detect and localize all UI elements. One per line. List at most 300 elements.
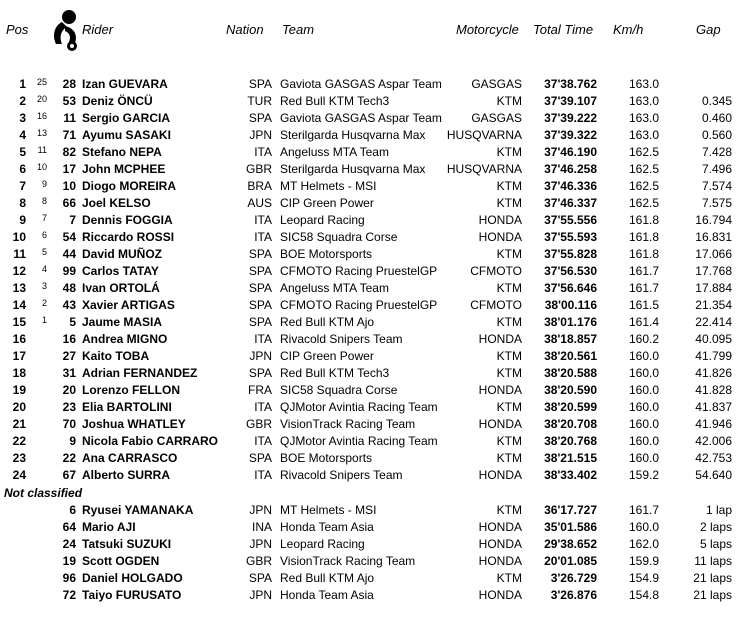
table-header <box>0 0 745 62</box>
points: 7 <box>41 213 47 223</box>
points: 9 <box>41 179 47 189</box>
bike-number: 54 <box>62 230 76 244</box>
position: 9 <box>19 213 26 227</box>
rider-name: Izan GUEVARA <box>82 77 168 91</box>
bike-number: 70 <box>62 417 76 431</box>
team-name: BOE Motorsports <box>280 451 373 465</box>
nation: JPN <box>249 588 272 602</box>
position: 11 <box>13 247 26 261</box>
total-time: 37'39.322 <box>544 128 597 142</box>
table-row <box>0 110 745 127</box>
bike-number: 5 <box>69 315 76 329</box>
team-name: Red Bull KTM Ajo <box>280 315 375 329</box>
speed-kmh: 163.0 <box>628 94 659 108</box>
bike-number: 67 <box>62 468 76 482</box>
header-rider: Rider <box>82 22 114 37</box>
motorcycle: KTM <box>496 451 522 465</box>
position: 20 <box>12 400 26 414</box>
position: 17 <box>12 349 26 363</box>
total-time: 38'20.561 <box>544 349 597 363</box>
nation: SPA <box>248 281 272 295</box>
team-name: CFMOTO Racing PruestelGP <box>280 298 438 312</box>
speed-kmh: 160.0 <box>628 434 659 448</box>
points: 20 <box>36 94 47 104</box>
table-row <box>0 348 745 365</box>
team-name: SIC58 Squadra Corse <box>280 383 398 397</box>
bike-number: 66 <box>62 196 76 210</box>
speed-kmh: 160.0 <box>628 400 659 414</box>
motorcycle: KTM <box>496 400 522 414</box>
nation: BRA <box>247 179 272 193</box>
rider-name: Mario AJI <box>82 520 136 534</box>
rider-name: Scott OGDEN <box>82 554 160 568</box>
speed-kmh: 161.8 <box>628 247 659 261</box>
table-row <box>0 553 745 570</box>
position: 4 <box>19 128 26 142</box>
total-time: 37'55.828 <box>544 247 597 261</box>
gap: 11 laps <box>694 554 732 568</box>
bike-number: 22 <box>62 451 76 465</box>
gap: 21.354 <box>695 298 732 312</box>
team-name: MT Helmets - MSI <box>280 179 377 193</box>
gap: 17.884 <box>695 281 732 295</box>
header-kmh: Km/h <box>613 22 644 37</box>
table-row <box>0 536 745 553</box>
rider-name: Xavier ARTIGAS <box>82 298 175 312</box>
bike-number: 16 <box>62 332 76 346</box>
team-name: VisionTrack Racing Team <box>280 417 416 431</box>
gap: 7.428 <box>701 145 732 159</box>
points: 16 <box>36 111 47 121</box>
speed-kmh: 154.8 <box>628 588 659 602</box>
table-row <box>0 587 745 604</box>
points: 11 <box>37 145 47 155</box>
table-row <box>0 93 745 110</box>
nation: JPN <box>249 537 272 551</box>
total-time: 37'46.337 <box>544 196 597 210</box>
nation: ITA <box>254 434 272 448</box>
gap: 17.768 <box>695 264 732 278</box>
total-time: 38'01.176 <box>544 315 597 329</box>
points: 6 <box>41 230 47 240</box>
header-team: Team <box>282 22 315 37</box>
motorcycle: KTM <box>496 247 522 261</box>
team-name: Sterilgarda Husqvarna Max <box>280 162 426 176</box>
position: 1 <box>19 77 26 91</box>
team-name: Leopard Racing <box>280 537 365 551</box>
table-row <box>0 280 745 297</box>
bike-number: 23 <box>62 400 76 414</box>
bike-number: 9 <box>69 434 76 448</box>
rider-name: Tatsuki SUZUKI <box>82 537 172 551</box>
rider-name: Dennis FOGGIA <box>82 213 173 227</box>
team-name: VisionTrack Racing Team <box>280 554 416 568</box>
points: 1 <box>41 315 47 325</box>
points: 2 <box>41 298 47 308</box>
not-classified-heading: Not classified <box>4 486 83 500</box>
team-name: Rivacold Snipers Team <box>280 332 403 346</box>
table-row <box>0 161 745 178</box>
total-time: 3'26.729 <box>550 571 597 585</box>
motorcycle: KTM <box>496 145 522 159</box>
position: 19 <box>12 383 26 397</box>
team-name: Leopard Racing <box>280 213 365 227</box>
table-row <box>0 297 745 314</box>
position: 14 <box>12 298 26 312</box>
rider-name: Carlos TATAY <box>82 264 159 278</box>
header-pos: Pos <box>6 22 29 37</box>
team-name: Honda Team Asia <box>280 588 374 602</box>
total-time: 37'56.646 <box>544 281 597 295</box>
rider-name: Diogo MOREIRA <box>82 179 176 193</box>
header-gap: Gap <box>696 22 721 37</box>
motorcycle: HONDA <box>478 588 522 602</box>
total-time: 37'46.190 <box>544 145 597 159</box>
table-row <box>0 246 745 263</box>
bike-number: 7 <box>69 213 76 227</box>
team-name: Red Bull KTM Tech3 <box>280 94 390 108</box>
nation: GBR <box>245 554 272 568</box>
total-time: 38'20.708 <box>544 417 597 431</box>
rider-name: Ana CARRASCO <box>82 451 178 465</box>
points: 4 <box>41 264 47 274</box>
speed-kmh: 161.8 <box>628 213 659 227</box>
table-row <box>0 416 745 433</box>
bike-number: 31 <box>62 366 76 380</box>
nation: INA <box>251 520 272 534</box>
rider-name: John MCPHEE <box>82 162 166 176</box>
header-nation: Nation <box>226 22 264 37</box>
nation: SPA <box>248 571 272 585</box>
gap: 42.753 <box>695 451 732 465</box>
rider-name: Jaume MASIA <box>82 315 163 329</box>
team-name: CFMOTO Racing PruestelGP <box>280 264 438 278</box>
position: 16 <box>12 332 26 346</box>
gap: 0.560 <box>701 128 732 142</box>
nation: ITA <box>254 230 272 244</box>
gap: 16.831 <box>695 230 732 244</box>
speed-kmh: 160.2 <box>628 332 659 346</box>
bike-number: 24 <box>62 537 76 551</box>
table-row <box>0 314 745 331</box>
team-name: CIP Green Power <box>280 349 374 363</box>
bike-number: 96 <box>62 571 76 585</box>
gap: 41.826 <box>695 366 732 380</box>
total-time: 37'56.530 <box>544 264 597 278</box>
motorcycle: GASGAS <box>471 77 522 91</box>
points: 25 <box>36 77 47 87</box>
speed-kmh: 163.0 <box>628 128 659 142</box>
table-row <box>0 450 745 467</box>
motorcycle: HONDA <box>478 537 522 551</box>
bike-number: 82 <box>62 145 76 159</box>
motorcycle: HUSQVARNA <box>446 162 522 176</box>
rider-name: Ivan ORTOLÁ <box>82 281 160 295</box>
total-time: 37'46.258 <box>544 162 597 176</box>
gap: 42.006 <box>695 434 732 448</box>
position: 3 <box>19 111 26 125</box>
speed-kmh: 160.0 <box>628 417 659 431</box>
rider-name: Deniz ÖNCÜ <box>82 94 153 108</box>
position: 5 <box>19 145 26 159</box>
motorcycle: KTM <box>496 571 522 585</box>
motorcycle: HUSQVARNA <box>446 128 522 142</box>
position: 8 <box>19 196 26 210</box>
table-row <box>0 467 745 484</box>
table-row <box>0 229 745 246</box>
speed-kmh: 160.0 <box>628 383 659 397</box>
nation: SPA <box>248 77 272 91</box>
position: 6 <box>19 162 26 176</box>
nation: JPN <box>249 503 272 517</box>
gap: 1 lap <box>705 503 732 517</box>
total-time: 3'26.876 <box>550 588 597 602</box>
speed-kmh: 163.0 <box>628 77 659 91</box>
position: 21 <box>12 417 26 431</box>
motorcycle: CFMOTO <box>470 264 522 278</box>
header-total-time: Total Time <box>533 22 594 37</box>
bike-number: 11 <box>63 111 76 125</box>
position: 2 <box>19 94 26 108</box>
nation: ITA <box>254 213 272 227</box>
rider-name: Andrea MIGNO <box>82 332 168 346</box>
motorcycle: KTM <box>496 179 522 193</box>
motorcycle-rider-icon <box>48 8 82 52</box>
gap: 7.496 <box>701 162 732 176</box>
gap: 41.837 <box>695 400 732 414</box>
team-name: SIC58 Squadra Corse <box>280 230 398 244</box>
gap: 0.460 <box>701 111 732 125</box>
team-name: Gaviota GASGAS Aspar Team <box>280 111 442 125</box>
gap: 17.066 <box>695 247 732 261</box>
rider-name: Ayumu SASAKI <box>82 128 171 142</box>
points: 5 <box>41 247 47 257</box>
table-row <box>0 178 745 195</box>
points: 10 <box>36 162 47 172</box>
motorcycle: CFMOTO <box>470 298 522 312</box>
table-row <box>0 433 745 450</box>
rider-name: Alberto SURRA <box>82 468 171 482</box>
total-time: 38'20.590 <box>544 383 597 397</box>
table-row <box>0 76 745 93</box>
bike-number: 71 <box>62 128 76 142</box>
bike-number: 17 <box>62 162 76 176</box>
nation: SPA <box>248 298 272 312</box>
gap: 40.095 <box>695 332 732 346</box>
speed-kmh: 161.7 <box>628 281 659 295</box>
header-motorcycle: Motorcycle <box>456 22 519 37</box>
table-row <box>0 195 745 212</box>
gap: 21 laps <box>693 571 732 585</box>
table-row <box>0 127 745 144</box>
nation: TUR <box>247 94 272 108</box>
team-name: QJMotor Avintia Racing Team <box>280 434 438 448</box>
team-name: Red Bull KTM Tech3 <box>280 366 390 380</box>
motorcycle: HONDA <box>478 417 522 431</box>
bike-number: 72 <box>62 588 76 602</box>
points: 13 <box>36 128 47 138</box>
bike-number: 27 <box>62 349 76 363</box>
gap: 41.946 <box>695 417 732 431</box>
position: 7 <box>19 179 26 193</box>
rider-name: Joshua WHATLEY <box>82 417 186 431</box>
position: 12 <box>12 264 26 278</box>
not-classified-rows <box>0 502 745 604</box>
team-name: QJMotor Avintia Racing Team <box>280 400 438 414</box>
gap: 22.414 <box>695 315 732 329</box>
rider-name: David MUÑOZ <box>82 247 163 261</box>
total-time: 36'17.727 <box>544 503 597 517</box>
motorcycle: HONDA <box>478 554 522 568</box>
nation: JPN <box>249 128 272 142</box>
speed-kmh: 162.0 <box>628 537 659 551</box>
bike-number: 48 <box>62 281 76 295</box>
gap: 41.828 <box>695 383 732 397</box>
total-time: 38'20.588 <box>544 366 597 380</box>
gap: 2 laps <box>699 520 732 534</box>
nation: GBR <box>245 417 272 431</box>
motorcycle: KTM <box>496 366 522 380</box>
team-name: Sterilgarda Husqvarna Max <box>280 128 426 142</box>
rider-name: Daniel HOLGADO <box>82 571 183 585</box>
speed-kmh: 160.0 <box>628 520 659 534</box>
nation: GBR <box>245 162 272 176</box>
speed-kmh: 163.0 <box>628 111 659 125</box>
team-name: Gaviota GASGAS Aspar Team <box>280 77 442 91</box>
team-name: Angeluss MTA Team <box>280 281 389 295</box>
bike-number: 20 <box>62 383 76 397</box>
nation: ITA <box>254 400 272 414</box>
bike-number: 10 <box>62 179 76 193</box>
gap: 54.640 <box>695 468 732 482</box>
total-time: 38'20.768 <box>544 434 597 448</box>
points: 3 <box>41 281 47 291</box>
position: 10 <box>12 230 26 244</box>
total-time: 29'38.652 <box>544 537 597 551</box>
speed-kmh: 162.5 <box>628 162 659 176</box>
total-time: 37'39.107 <box>544 94 597 108</box>
speed-kmh: 160.0 <box>628 366 659 380</box>
bike-number: 43 <box>62 298 76 312</box>
table-row <box>0 570 745 587</box>
gap: 7.574 <box>701 179 732 193</box>
bike-number: 53 <box>62 94 76 108</box>
gap: 5 laps <box>699 537 732 551</box>
bike-number: 6 <box>69 503 76 517</box>
table-row <box>0 331 745 348</box>
results-table <box>0 76 745 604</box>
position: 13 <box>12 281 26 295</box>
table-row <box>0 365 745 382</box>
total-time: 37'38.762 <box>544 77 597 91</box>
speed-kmh: 159.9 <box>628 554 659 568</box>
motorcycle: KTM <box>496 94 522 108</box>
total-time: 37'39.222 <box>544 111 597 125</box>
nation: SPA <box>248 264 272 278</box>
position: 15 <box>12 315 26 329</box>
motorcycle: HONDA <box>478 230 522 244</box>
nation: SPA <box>248 111 272 125</box>
rider-name: Riccardo ROSSI <box>82 230 175 244</box>
bike-number: 28 <box>62 77 76 91</box>
team-name: Red Bull KTM Ajo <box>280 571 375 585</box>
gap: 0.345 <box>701 94 732 108</box>
speed-kmh: 160.0 <box>628 451 659 465</box>
bike-number: 99 <box>62 264 76 278</box>
team-name: CIP Green Power <box>280 196 374 210</box>
speed-kmh: 161.5 <box>628 298 659 312</box>
table-row <box>0 382 745 399</box>
motorcycle: GASGAS <box>471 111 522 125</box>
motorcycle: KTM <box>496 315 522 329</box>
rider-name: Elia BARTOLINI <box>82 400 172 414</box>
motorcycle: KTM <box>496 196 522 210</box>
table-row <box>0 212 745 229</box>
table-row <box>0 399 745 416</box>
points: 8 <box>41 196 47 206</box>
nation: FRA <box>248 383 272 397</box>
gap: 41.799 <box>695 349 732 363</box>
motorcycle: KTM <box>496 503 522 517</box>
bike-number: 19 <box>62 554 76 568</box>
speed-kmh: 161.4 <box>628 315 659 329</box>
total-time: 20'01.085 <box>544 554 597 568</box>
team-name: Honda Team Asia <box>280 520 374 534</box>
motorcycle: HONDA <box>478 468 522 482</box>
rider-name: Adrian FERNANDEZ <box>82 366 198 380</box>
nation: ITA <box>254 332 272 346</box>
classified-rows <box>0 76 745 484</box>
motorcycle: KTM <box>496 434 522 448</box>
nation: SPA <box>248 315 272 329</box>
total-time: 38'33.402 <box>544 468 597 482</box>
speed-kmh: 154.9 <box>628 571 659 585</box>
gap: 7.575 <box>701 196 732 210</box>
table-row <box>0 502 745 519</box>
nation: ITA <box>254 468 272 482</box>
speed-kmh: 161.7 <box>628 503 659 517</box>
speed-kmh: 162.5 <box>628 196 659 210</box>
total-time: 37'55.556 <box>544 213 597 227</box>
bike-number: 64 <box>62 520 76 534</box>
table-row <box>0 144 745 161</box>
table-row <box>0 263 745 280</box>
nation: SPA <box>248 451 272 465</box>
position: 22 <box>12 434 26 448</box>
rider-name: Lorenzo FELLON <box>82 383 180 397</box>
total-time: 38'20.599 <box>544 400 597 414</box>
table-row <box>0 519 745 536</box>
total-time: 38'00.116 <box>544 298 597 312</box>
team-name: MT Helmets - MSI <box>280 503 377 517</box>
motorcycle: KTM <box>496 349 522 363</box>
speed-kmh: 162.5 <box>628 179 659 193</box>
speed-kmh: 160.0 <box>628 349 659 363</box>
gap: 16.794 <box>695 213 732 227</box>
nation: JPN <box>249 349 272 363</box>
rider-name: Kaito TOBA <box>82 349 150 363</box>
rider-name: Nicola Fabio CARRARO <box>82 434 219 448</box>
motorcycle: HONDA <box>478 520 522 534</box>
total-time: 35'01.586 <box>544 520 597 534</box>
speed-kmh: 159.2 <box>628 468 659 482</box>
nation: AUS <box>247 196 272 210</box>
gap: 21 laps <box>693 588 732 602</box>
speed-kmh: 161.8 <box>628 230 659 244</box>
rider-name: Stefano NEPA <box>82 145 162 159</box>
motorcycle: HONDA <box>478 213 522 227</box>
team-name: Rivacold Snipers Team <box>280 468 403 482</box>
